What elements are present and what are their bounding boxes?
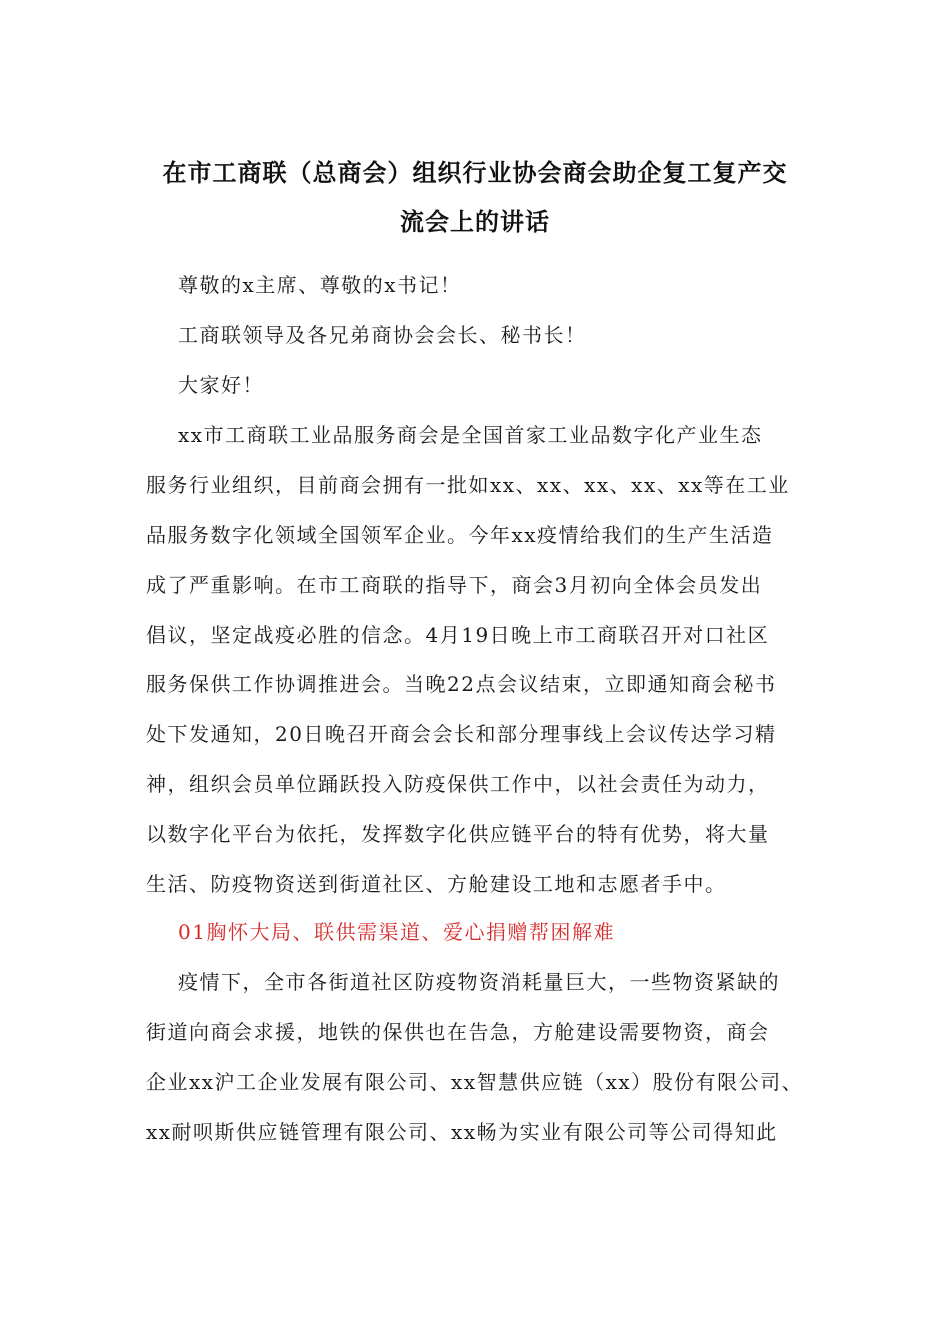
- salutation-line: 尊敬的x主席、尊敬的x书记！: [178, 273, 462, 297]
- paragraph-2-line: 企业xx沪工企业发展有限公司、xx智慧供应链（xx）股份有限公司、: [146, 1070, 804, 1094]
- paragraph-1-line: 倡议，坚定战疫必胜的信念。4月19日晚上市工商联召开对口社区: [146, 623, 770, 647]
- paragraph-1-line: 生活、防疫物资送到街道社区、方舱建设工地和志愿者手中。: [146, 872, 727, 896]
- paragraph-2-line: 街道向商会求援，地铁的保供也在告急，方舱建设需要物资，商会: [146, 1020, 770, 1044]
- paragraph-2-line: xx耐呗斯供应链管理有限公司、xx畅为实业有限公司等公司得知此: [146, 1120, 778, 1144]
- paragraph-1-line: xx市工商联工业品服务商会是全国首家工业品数字化产业生态: [178, 423, 763, 447]
- paragraph-2-line: 疫情下，全市各街道社区防疫物资消耗量巨大，一些物资紧缺的: [178, 970, 780, 994]
- section-heading: 01胸怀大局、联供需渠道、爱心捐赠帮困解难: [178, 920, 615, 944]
- paragraph-1-line: 处下发通知，20日晚召开商会会长和部分理事线上会议传达学习精: [146, 722, 777, 746]
- paragraph-1-line: 服务保供工作协调推进会。当晚22点会议结束，立即通知商会秘书: [146, 672, 777, 696]
- salutation-line: 大家好！: [178, 373, 264, 397]
- paragraph-1-line: 以数字化平台为依托，发挥数字化供应链平台的特有优势，将大量: [146, 822, 770, 846]
- salutation-line: 工商联领导及各兄弟商协会会长、秘书长！: [178, 323, 587, 347]
- paragraph-1-line: 品服务数字化领域全国领军企业。今年xx疫情给我们的生产生活造: [146, 523, 774, 547]
- document-title-line-1: 在市工商联（总商会）组织行业协会商会助企复工复产交: [162, 159, 788, 187]
- paragraph-1-line: 成了严重影响。在市工商联的指导下，商会3月初向全体会员发出: [146, 573, 763, 597]
- paragraph-1-line: 神，组织会员单位踊跃投入防疫保供工作中，以社会责任为动力，: [146, 772, 770, 796]
- document-title-line-2: 流会上的讲话: [400, 208, 550, 236]
- paragraph-1-line: 服务行业组织，目前商会拥有一批如xx、xx、xx、xx、xx等在工业: [146, 473, 790, 497]
